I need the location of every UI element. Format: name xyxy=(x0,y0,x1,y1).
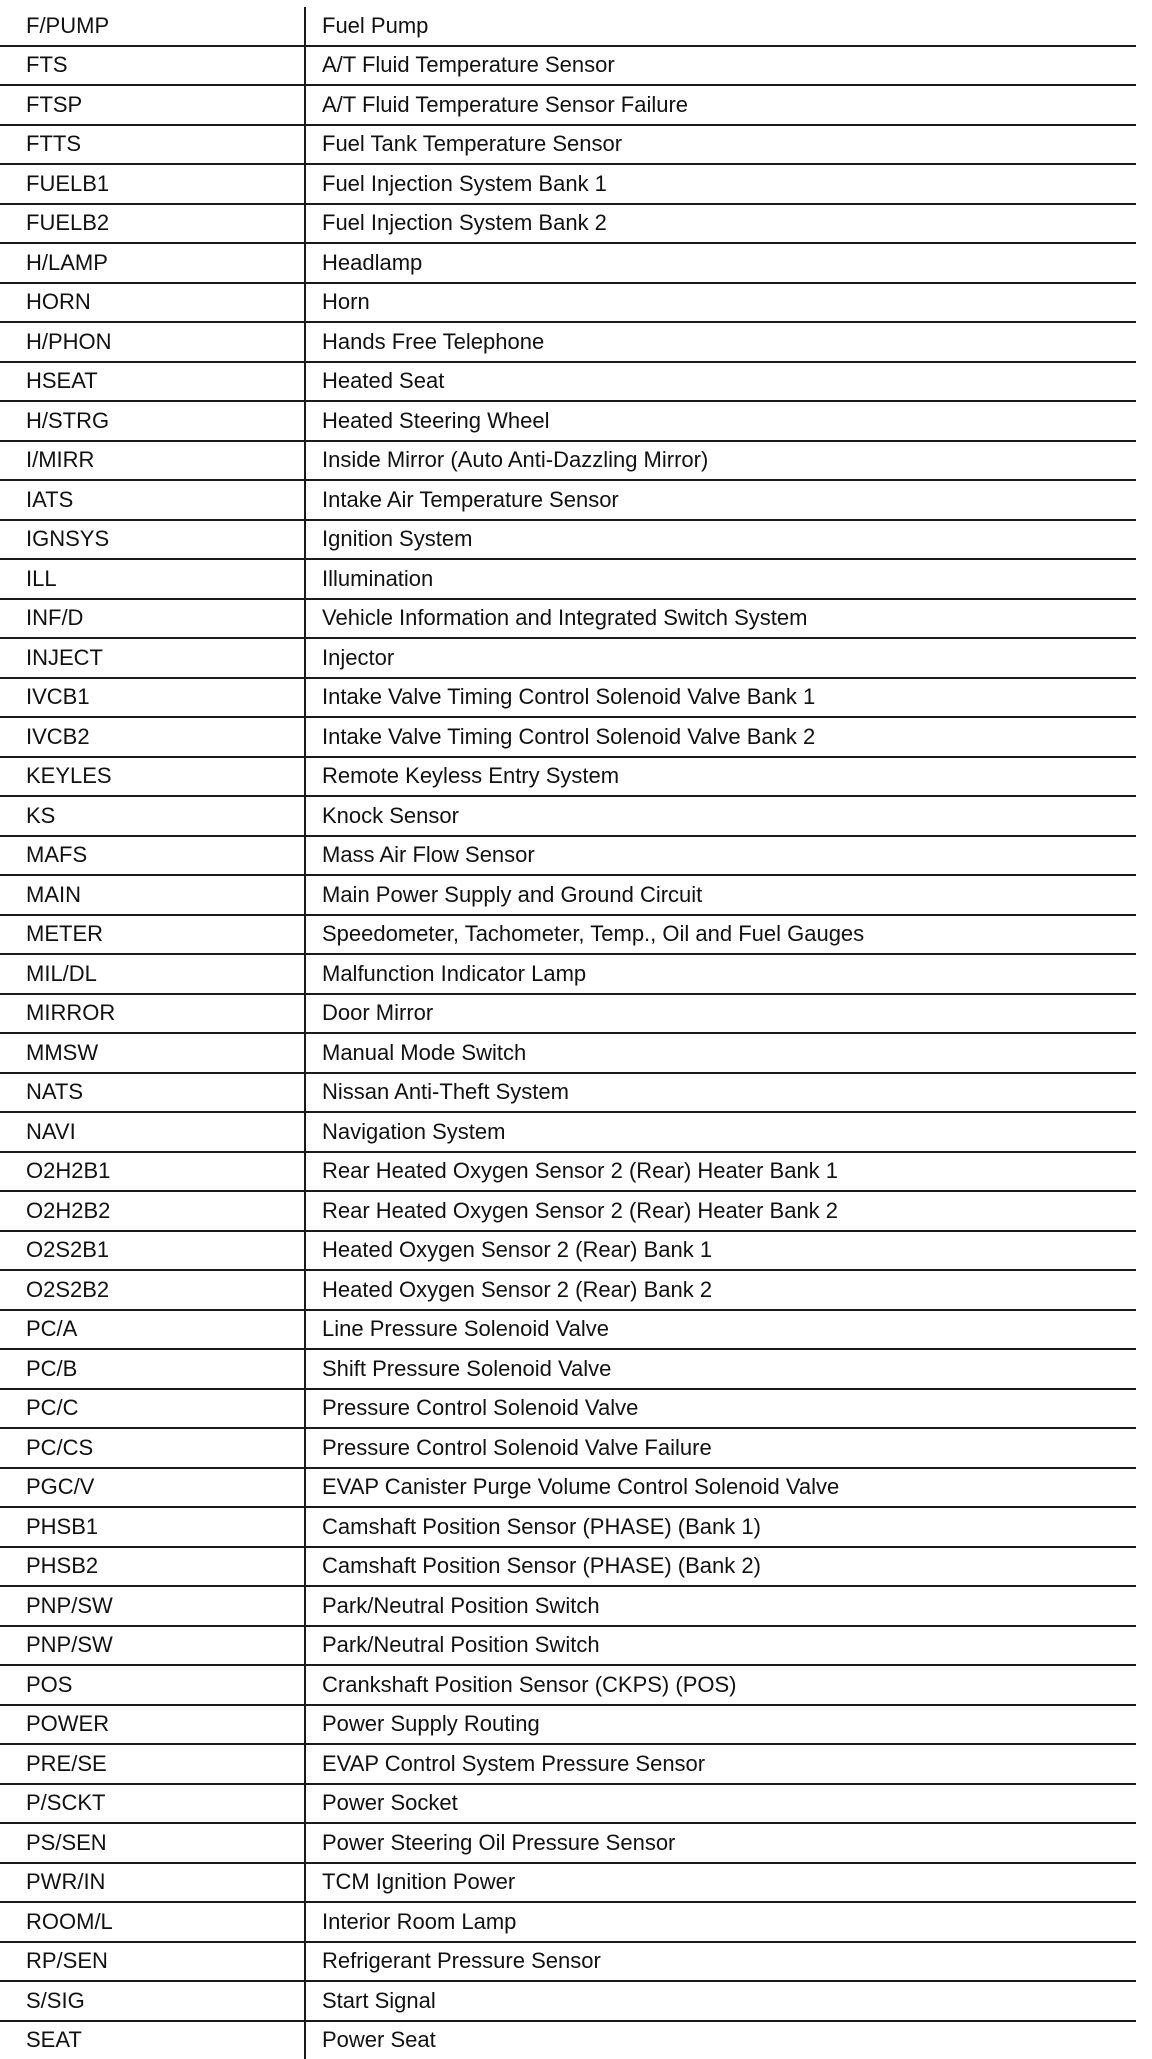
table-row xyxy=(0,362,1136,402)
abbreviation-description-cell: Park/Neutral Position Switch xyxy=(305,1586,1136,1626)
abbreviation-description-cell: A/T Fluid Temperature Sensor Failure xyxy=(305,85,1136,125)
table-row xyxy=(0,954,1136,994)
abbreviation-description-cell: Refrigerant Pressure Sensor xyxy=(305,1942,1136,1982)
abbreviation-code-cell: PHSB1 xyxy=(0,1507,305,1547)
abbreviation-description-cell: Malfunction Indicator Lamp xyxy=(305,954,1136,994)
table-row xyxy=(0,1507,1136,1547)
table-row xyxy=(0,638,1136,678)
abbreviation-description-cell: Navigation System xyxy=(305,1112,1136,1152)
abbreviation-code-cell: FTS xyxy=(0,46,305,86)
table-body xyxy=(0,7,1136,2059)
abbreviation-description-cell: Fuel Injection System Bank 1 xyxy=(305,164,1136,204)
table-row xyxy=(0,1112,1136,1152)
abbreviation-code-cell: IVCB2 xyxy=(0,717,305,757)
abbreviation-description-cell: Vehicle Information and Integrated Switch System xyxy=(305,599,1136,639)
abbreviation-code-cell: INJECT xyxy=(0,638,305,678)
table-row xyxy=(0,1310,1136,1350)
abbreviation-code-cell: PC/C xyxy=(0,1389,305,1429)
abbreviation-code-cell: SEAT xyxy=(0,2021,305,2059)
abbreviation-code-cell: O2H2B1 xyxy=(0,1152,305,1192)
table-row xyxy=(0,1468,1136,1508)
abbreviation-description-cell: Horn xyxy=(305,283,1136,323)
table-row xyxy=(0,2021,1136,2059)
table-row xyxy=(0,559,1136,599)
abbreviation-code-cell: INF/D xyxy=(0,599,305,639)
table-row xyxy=(0,1981,1136,2021)
abbreviation-description-cell: Fuel Injection System Bank 2 xyxy=(305,204,1136,244)
abbreviation-code-cell: O2S2B1 xyxy=(0,1231,305,1271)
abbreviation-description-cell: Camshaft Position Sensor (PHASE) (Bank 1) xyxy=(305,1507,1136,1547)
abbreviation-code-cell: RP/SEN xyxy=(0,1942,305,1982)
abbreviation-code-cell: KEYLES xyxy=(0,757,305,797)
table-row xyxy=(0,599,1136,639)
abbreviation-code-cell: PC/CS xyxy=(0,1428,305,1468)
abbreviation-code-cell: MIRROR xyxy=(0,994,305,1034)
abbreviation-description-cell: Intake Air Temperature Sensor xyxy=(305,480,1136,520)
table-row xyxy=(0,1942,1136,1982)
table-row xyxy=(0,243,1136,283)
table-row xyxy=(0,994,1136,1034)
table-row xyxy=(0,875,1136,915)
abbreviation-description-cell: Power Steering Oil Pressure Sensor xyxy=(305,1823,1136,1863)
table-row xyxy=(0,1823,1136,1863)
table-row xyxy=(0,1428,1136,1468)
table-row xyxy=(0,204,1136,244)
abbreviation-code-cell: FUELB1 xyxy=(0,164,305,204)
abbreviation-code-cell: H/STRG xyxy=(0,401,305,441)
abbreviation-code-cell: FTSP xyxy=(0,85,305,125)
abbreviation-description-cell: Nissan Anti-Theft System xyxy=(305,1073,1136,1113)
abbreviation-code-cell: NATS xyxy=(0,1073,305,1113)
abbreviation-code-cell: I/MIRR xyxy=(0,441,305,481)
abbreviation-description-cell: Camshaft Position Sensor (PHASE) (Bank 2) xyxy=(305,1547,1136,1587)
abbreviation-code-cell: ROOM/L xyxy=(0,1902,305,1942)
table-row xyxy=(0,796,1136,836)
abbreviation-code-cell: O2H2B2 xyxy=(0,1191,305,1231)
table-row xyxy=(0,1744,1136,1784)
abbreviation-description-cell: Heated Oxygen Sensor 2 (Rear) Bank 1 xyxy=(305,1231,1136,1271)
table-row xyxy=(0,1863,1136,1903)
abbreviation-description-cell: Crankshaft Position Sensor (CKPS) (POS) xyxy=(305,1665,1136,1705)
table-row xyxy=(0,283,1136,323)
abbreviation-code-cell: P/SCKT xyxy=(0,1784,305,1824)
abbreviation-description-cell: Ignition System xyxy=(305,520,1136,560)
abbreviation-description-cell: Pressure Control Solenoid Valve xyxy=(305,1389,1136,1429)
table-row xyxy=(0,1389,1136,1429)
abbreviation-code-cell: IATS xyxy=(0,480,305,520)
abbreviation-description-cell: Shift Pressure Solenoid Valve xyxy=(305,1349,1136,1389)
table-row xyxy=(0,441,1136,481)
abbreviation-description-cell: Manual Mode Switch xyxy=(305,1033,1136,1073)
abbreviation-code-cell: F/PUMP xyxy=(0,7,305,46)
abbreviation-code-cell: PGC/V xyxy=(0,1468,305,1508)
abbreviation-description-cell: Intake Valve Timing Control Solenoid Valve Bank 1 xyxy=(305,678,1136,718)
abbreviation-code-cell: PC/B xyxy=(0,1349,305,1389)
abbreviation-code-cell: PNP/SW xyxy=(0,1626,305,1666)
abbreviation-description-cell: EVAP Canister Purge Volume Control Solenoid Valve xyxy=(305,1468,1136,1508)
table-row xyxy=(0,46,1136,86)
abbreviation-description-cell: Heated Seat xyxy=(305,362,1136,402)
abbreviation-description-cell: Start Signal xyxy=(305,1981,1136,2021)
abbreviation-code-cell: IVCB1 xyxy=(0,678,305,718)
abbreviation-description-cell: Interior Room Lamp xyxy=(305,1902,1136,1942)
abbreviation-code-cell: NAVI xyxy=(0,1112,305,1152)
abbreviation-code-cell: POS xyxy=(0,1665,305,1705)
table-row xyxy=(0,125,1136,165)
abbreviation-code-cell: KS xyxy=(0,796,305,836)
abbreviation-description-cell: A/T Fluid Temperature Sensor xyxy=(305,46,1136,86)
table-row xyxy=(0,520,1136,560)
table-row xyxy=(0,1270,1136,1310)
abbreviation-description-cell: Mass Air Flow Sensor xyxy=(305,836,1136,876)
abbreviation-description-cell: Inside Mirror (Auto Anti-Dazzling Mirror) xyxy=(305,441,1136,481)
abbreviation-description-cell: Park/Neutral Position Switch xyxy=(305,1626,1136,1666)
table-row xyxy=(0,757,1136,797)
abbreviation-table xyxy=(0,7,1136,2059)
abbreviation-description-cell: Speedometer, Tachometer, Temp., Oil and Fuel Gauges xyxy=(305,915,1136,955)
abbreviation-description-cell: Line Pressure Solenoid Valve xyxy=(305,1310,1136,1350)
abbreviation-code-cell: H/PHON xyxy=(0,322,305,362)
abbreviation-code-cell: PWR/IN xyxy=(0,1863,305,1903)
abbreviation-code-cell: S/SIG xyxy=(0,1981,305,2021)
table-row xyxy=(0,1152,1136,1192)
abbreviation-description-cell: Injector xyxy=(305,638,1136,678)
abbreviation-code-cell: MIL/DL xyxy=(0,954,305,994)
abbreviation-description-cell: Hands Free Telephone xyxy=(305,322,1136,362)
abbreviation-description-cell: Knock Sensor xyxy=(305,796,1136,836)
table-row xyxy=(0,1586,1136,1626)
abbreviation-description-cell: Remote Keyless Entry System xyxy=(305,757,1136,797)
table-row xyxy=(0,836,1136,876)
table-row xyxy=(0,1547,1136,1587)
table-row xyxy=(0,1626,1136,1666)
abbreviation-code-cell: PRE/SE xyxy=(0,1744,305,1784)
table-row xyxy=(0,401,1136,441)
abbreviation-code-cell: PHSB2 xyxy=(0,1547,305,1587)
abbreviation-code-cell: ILL xyxy=(0,559,305,599)
table-row xyxy=(0,322,1136,362)
abbreviation-code-cell: HSEAT xyxy=(0,362,305,402)
abbreviation-code-cell: PS/SEN xyxy=(0,1823,305,1863)
abbreviation-description-cell: Fuel Pump xyxy=(305,7,1136,46)
table-row xyxy=(0,717,1136,757)
abbreviation-description-cell: TCM Ignition Power xyxy=(305,1863,1136,1903)
abbreviation-description-cell: EVAP Control System Pressure Sensor xyxy=(305,1744,1136,1784)
table-row xyxy=(0,1784,1136,1824)
abbreviation-description-cell: Fuel Tank Temperature Sensor xyxy=(305,125,1136,165)
abbreviation-code-cell: FUELB2 xyxy=(0,204,305,244)
table-row xyxy=(0,7,1136,46)
abbreviation-code-cell: METER xyxy=(0,915,305,955)
abbreviation-code-cell: POWER xyxy=(0,1705,305,1745)
abbreviation-code-cell: PC/A xyxy=(0,1310,305,1350)
abbreviation-description-cell: Power Seat xyxy=(305,2021,1136,2059)
table-row xyxy=(0,1231,1136,1271)
table-row xyxy=(0,1705,1136,1745)
table-row xyxy=(0,1033,1136,1073)
abbreviation-description-cell: Main Power Supply and Ground Circuit xyxy=(305,875,1136,915)
abbreviation-description-cell: Door Mirror xyxy=(305,994,1136,1034)
abbreviation-code-cell: HORN xyxy=(0,283,305,323)
table-row xyxy=(0,480,1136,520)
abbreviation-description-cell: Illumination xyxy=(305,559,1136,599)
abbreviation-description-cell: Headlamp xyxy=(305,243,1136,283)
abbreviation-description-cell: Power Supply Routing xyxy=(305,1705,1136,1745)
abbreviation-description-cell: Rear Heated Oxygen Sensor 2 (Rear) Heater Bank 2 xyxy=(305,1191,1136,1231)
abbreviation-code-cell: FTTS xyxy=(0,125,305,165)
abbreviation-description-cell: Rear Heated Oxygen Sensor 2 (Rear) Heater Bank 1 xyxy=(305,1152,1136,1192)
abbreviation-description-cell: Heated Oxygen Sensor 2 (Rear) Bank 2 xyxy=(305,1270,1136,1310)
abbreviation-description-cell: Heated Steering Wheel xyxy=(305,401,1136,441)
table-row xyxy=(0,1073,1136,1113)
abbreviation-code-cell: MMSW xyxy=(0,1033,305,1073)
abbreviation-description-cell: Power Socket xyxy=(305,1784,1136,1824)
abbreviation-code-cell: IGNSYS xyxy=(0,520,305,560)
abbreviation-description-cell: Pressure Control Solenoid Valve Failure xyxy=(305,1428,1136,1468)
table-row xyxy=(0,164,1136,204)
table-row xyxy=(0,1191,1136,1231)
table-row xyxy=(0,85,1136,125)
abbreviation-description-cell: Intake Valve Timing Control Solenoid Valve Bank 2 xyxy=(305,717,1136,757)
table-row xyxy=(0,915,1136,955)
table-row xyxy=(0,678,1136,718)
table-row xyxy=(0,1665,1136,1705)
abbreviation-code-cell: H/LAMP xyxy=(0,243,305,283)
abbreviation-code-cell: MAIN xyxy=(0,875,305,915)
table-row xyxy=(0,1349,1136,1389)
abbreviation-code-cell: PNP/SW xyxy=(0,1586,305,1626)
abbreviation-code-cell: MAFS xyxy=(0,836,305,876)
abbreviation-code-cell: O2S2B2 xyxy=(0,1270,305,1310)
table-row xyxy=(0,1902,1136,1942)
